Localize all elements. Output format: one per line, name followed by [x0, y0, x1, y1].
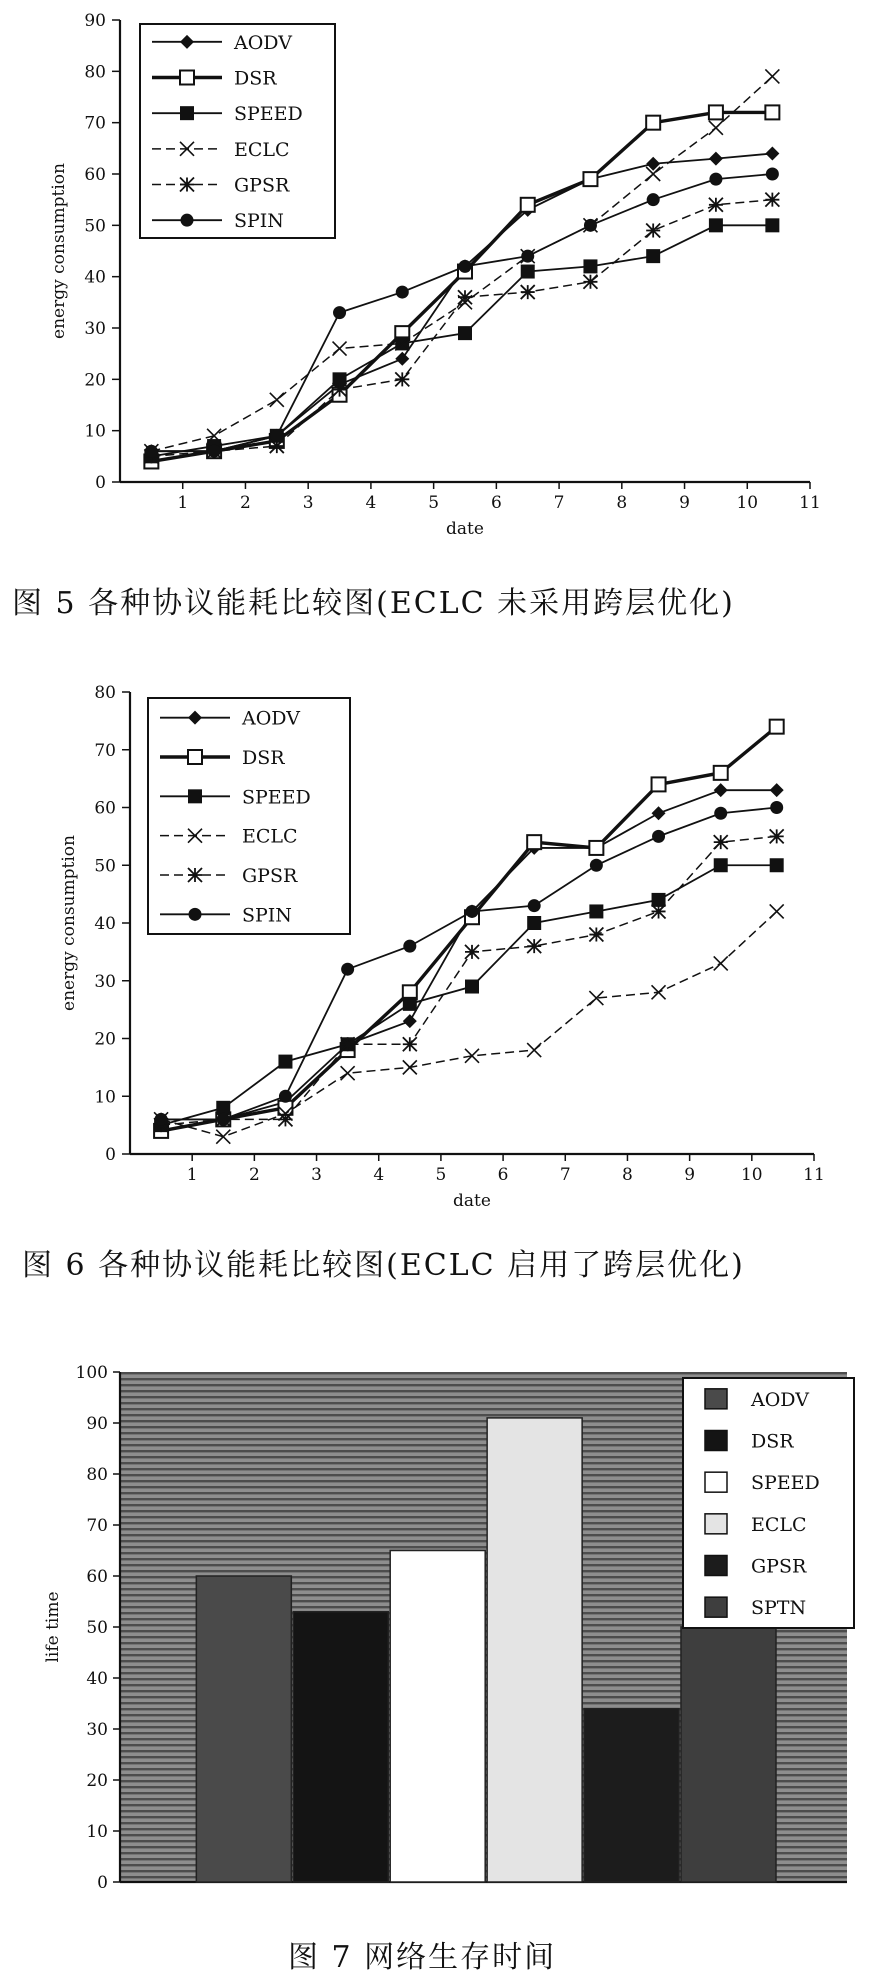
data-point [583, 259, 597, 273]
data-point [279, 1090, 292, 1103]
data-point [145, 445, 158, 458]
x-tick-label: 11 [803, 1165, 825, 1185]
data-point [270, 429, 283, 442]
y-tick-label: 50 [84, 216, 106, 237]
bar-gpsr [584, 1709, 679, 1882]
y-tick-label: 90 [86, 1414, 108, 1434]
y-tick-label: 60 [84, 165, 106, 185]
x-tick-label: 2 [240, 493, 251, 513]
legend-label: SPEED [234, 103, 303, 126]
data-point [395, 372, 409, 386]
legend-label: DSR [751, 1430, 794, 1453]
legend-label: ECLC [242, 825, 298, 848]
data-point [459, 260, 472, 273]
legend-label: DSR [234, 67, 277, 90]
y-tick-label: 30 [86, 1720, 108, 1740]
legend-swatch [705, 1597, 727, 1617]
energy-chart-with-optimization [0, 668, 875, 1228]
x-tick-label: 5 [428, 493, 440, 513]
bar-sptn [681, 1627, 776, 1882]
data-point [714, 766, 728, 780]
data-point [527, 835, 541, 849]
data-point [766, 168, 779, 181]
legend-marker [188, 750, 202, 764]
data-point [278, 1112, 292, 1126]
legend-label: GPSR [751, 1555, 807, 1578]
y-tick-label: 20 [94, 1029, 116, 1050]
x-tick-label: 1 [186, 1165, 198, 1185]
legend-label: SPIN [242, 904, 292, 927]
data-point [765, 193, 779, 207]
y-tick-label: 20 [86, 1771, 108, 1791]
data-point [709, 105, 723, 119]
y-tick-label: 80 [84, 62, 106, 83]
legend-swatch [705, 1389, 727, 1409]
legend [140, 24, 335, 238]
data-point [590, 859, 603, 872]
data-point [341, 1066, 355, 1080]
legend-box [148, 698, 350, 934]
data-point [270, 393, 284, 407]
data-point [770, 720, 784, 734]
data-point [652, 904, 666, 918]
data-point [403, 1014, 417, 1028]
data-point [155, 1113, 168, 1126]
data-point [403, 1037, 417, 1051]
data-point [333, 383, 347, 397]
x-tick-label: 9 [684, 1165, 696, 1185]
data-point [765, 69, 779, 83]
y-tick-label: 60 [86, 1567, 108, 1587]
legend-marker [180, 71, 194, 85]
data-point [521, 250, 534, 263]
data-point [709, 198, 723, 212]
data-point [521, 285, 535, 299]
data-point [709, 218, 723, 232]
data-point [652, 806, 666, 820]
x-tick-label: 6 [497, 1165, 509, 1185]
legend-label: DSR [242, 747, 285, 769]
x-tick-label: 8 [616, 493, 628, 513]
y-tick-label: 50 [86, 1618, 108, 1638]
legend-label: SPEED [751, 1472, 820, 1495]
y-tick-label: 40 [84, 267, 106, 288]
y-tick-label: 20 [84, 370, 106, 391]
legend-swatch [705, 1514, 727, 1534]
y-tick-label: 90 [84, 11, 106, 31]
x-tick-label: 3 [311, 1165, 322, 1185]
data-point [646, 249, 660, 263]
legend-swatch [705, 1556, 727, 1576]
x-tick-label: 7 [559, 1165, 571, 1185]
y-tick-label: 0 [105, 1145, 116, 1165]
data-point [646, 116, 660, 130]
y-tick-label: 50 [94, 856, 116, 877]
data-point [709, 152, 723, 166]
legend-label: SPEED [242, 786, 311, 809]
data-point [466, 905, 479, 918]
legend-label: GPSR [242, 865, 298, 887]
series-speed [144, 218, 779, 463]
data-point [527, 916, 541, 930]
x-tick-label: 9 [679, 493, 690, 513]
x-tick-label: 7 [553, 493, 565, 513]
data-point [770, 783, 784, 797]
x-tick-label: 4 [373, 1165, 385, 1185]
y-tick-label: 30 [94, 971, 116, 992]
x-tick-label: 1 [177, 493, 189, 513]
bar-speed [390, 1551, 485, 1883]
y-axis-label: energy consumption [59, 835, 79, 1011]
data-point [521, 198, 535, 212]
data-point [395, 352, 409, 366]
x-tick-label: 10 [736, 493, 759, 513]
data-point [396, 286, 409, 299]
legend [683, 1378, 854, 1628]
y-tick-label: 70 [84, 113, 106, 134]
y-tick-label: 70 [86, 1516, 108, 1536]
y-tick-label: 100 [75, 1363, 108, 1383]
data-point [465, 945, 479, 959]
data-point [528, 899, 541, 912]
series-line [161, 911, 777, 1136]
bar-aodv [196, 1576, 291, 1882]
figure-6-caption: 图 6 各种协议能耗比较图(ECLC 启用了跨层优化) [22, 1248, 745, 1283]
y-tick-label: 40 [86, 1669, 108, 1689]
series-eclc [154, 904, 784, 1143]
figure-6 [0, 668, 875, 1228]
x-tick-label: 10 [740, 1165, 763, 1185]
legend-label: SPTN [751, 1597, 807, 1620]
data-point [714, 858, 728, 872]
legend [148, 698, 350, 934]
legend-swatch [705, 1431, 727, 1451]
data-point [521, 265, 535, 279]
data-point [458, 326, 472, 340]
x-tick-label: 8 [622, 1165, 633, 1185]
data-point [770, 858, 784, 872]
legend-label: GPSR [234, 174, 290, 197]
legend-label: AODV [751, 1388, 809, 1411]
y-tick-label: 0 [97, 1873, 108, 1893]
data-point [770, 801, 783, 814]
data-point [584, 219, 597, 232]
y-axis-label: energy consumption [49, 163, 69, 339]
legend-label: ECLC [234, 138, 290, 161]
x-axis-label: date [453, 1191, 491, 1211]
y-tick-label: 60 [94, 798, 116, 819]
y-tick-label: 10 [94, 1087, 116, 1108]
data-point [583, 275, 597, 289]
data-point [652, 830, 665, 843]
y-tick-label: 0 [95, 473, 106, 493]
data-point [714, 807, 727, 820]
legend-label: SPIN [234, 210, 284, 233]
data-point [341, 963, 354, 976]
data-point [403, 940, 416, 953]
x-tick-label: 2 [248, 1165, 260, 1185]
data-point [465, 980, 479, 994]
y-tick-label: 80 [86, 1465, 108, 1485]
data-point [333, 342, 347, 356]
data-point [589, 841, 603, 855]
data-point [709, 121, 723, 135]
lifetime-bar-chart [0, 1330, 875, 1930]
figure-7-caption: 图 7 网络生存时间 [288, 1940, 557, 1975]
y-tick-label: 40 [94, 914, 116, 934]
data-point [770, 904, 784, 918]
legend-label: AODV [234, 31, 292, 54]
bar-dsr [293, 1612, 388, 1882]
y-tick-label: 80 [94, 683, 116, 703]
data-point [527, 1043, 541, 1057]
data-point [714, 783, 728, 797]
data-point [341, 1037, 355, 1051]
bar-eclc [487, 1418, 582, 1882]
y-tick-label: 70 [94, 740, 116, 761]
data-point [278, 1055, 292, 1069]
data-point [765, 218, 779, 232]
data-point [589, 904, 603, 918]
data-point [527, 939, 541, 953]
data-point [217, 1113, 230, 1126]
data-point [403, 1060, 417, 1074]
data-point [583, 172, 597, 186]
x-tick-label: 11 [799, 493, 821, 513]
y-axis-label: life time [43, 1591, 63, 1663]
y-tick-label: 10 [84, 421, 106, 442]
legend-marker [181, 214, 194, 227]
data-point [333, 306, 346, 319]
x-tick-label: 5 [435, 1165, 447, 1185]
data-point [652, 777, 666, 791]
y-tick-label: 30 [84, 319, 106, 339]
legend-box [683, 1378, 854, 1628]
data-point [714, 835, 728, 849]
data-point [647, 193, 660, 206]
data-point [208, 445, 221, 458]
x-tick-label: 6 [490, 493, 502, 513]
legend-marker [180, 106, 194, 120]
x-tick-label: 4 [365, 493, 377, 513]
data-point [770, 829, 784, 843]
figure-5-caption: 图 5 各种协议能耗比较图(ECLC 未采用跨层优化) [12, 586, 735, 621]
x-tick-label: 3 [302, 493, 314, 513]
series-line [151, 225, 772, 456]
figure-5 [0, 0, 875, 560]
legend-swatch [705, 1472, 727, 1492]
y-tick-label: 10 [86, 1822, 108, 1842]
data-point [646, 223, 660, 237]
energy-chart-without-optimization [0, 0, 875, 560]
legend-label: AODV [242, 707, 300, 730]
data-point [714, 956, 728, 970]
data-point [652, 985, 666, 999]
data-point [465, 1049, 479, 1063]
data-point [216, 1130, 230, 1144]
data-point [709, 173, 722, 186]
data-point [765, 146, 779, 160]
data-point [765, 105, 779, 119]
figure-7 [0, 1330, 875, 1930]
data-point [403, 997, 417, 1011]
legend-box [140, 24, 335, 238]
legend-marker [189, 908, 202, 921]
data-point [589, 928, 603, 942]
x-axis-label: date [446, 519, 484, 539]
legend-marker [180, 178, 194, 192]
legend-marker [188, 789, 202, 803]
legend-marker [188, 868, 202, 882]
data-point [458, 290, 472, 304]
legend-label: ECLC [751, 1513, 807, 1536]
